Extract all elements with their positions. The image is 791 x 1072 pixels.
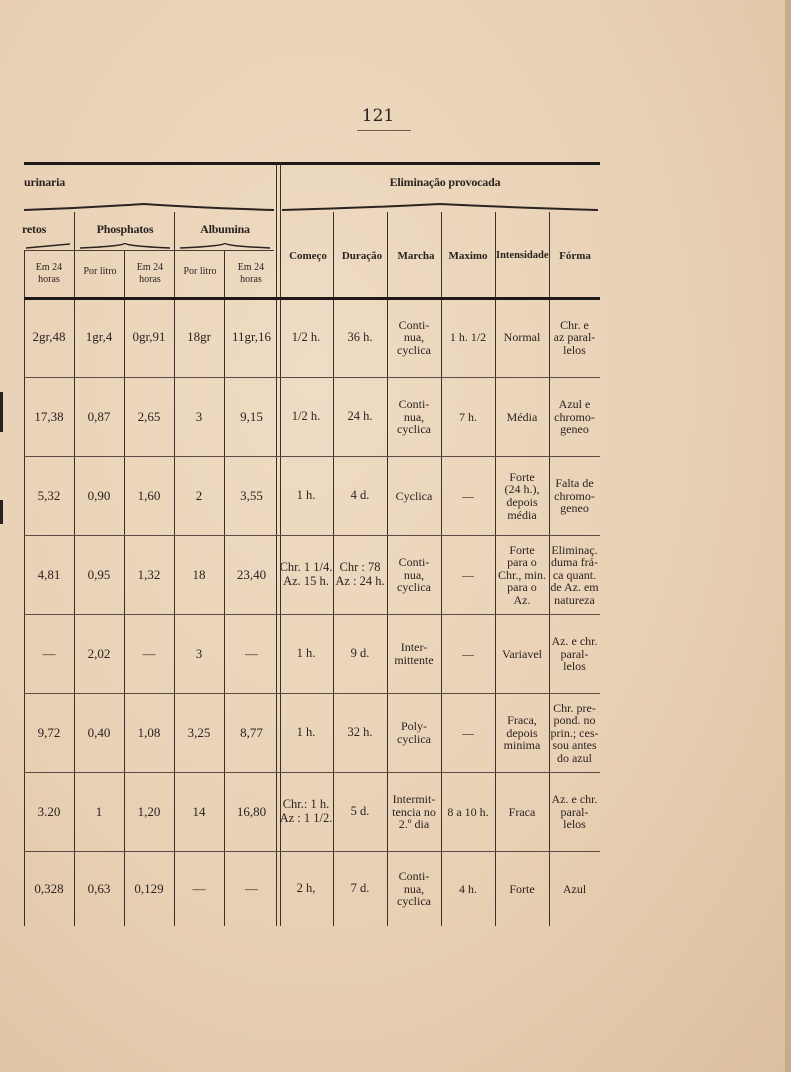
table-cell: Variavel	[502, 646, 542, 661]
table-top-rule	[24, 162, 600, 165]
column-header: Por litro	[83, 266, 117, 277]
table-cell: —	[462, 646, 474, 661]
table-cell: Chr. e az paral- lelos	[553, 317, 596, 357]
group-brace	[24, 202, 274, 208]
table-cell: 3,25	[187, 724, 211, 740]
table-cell: 14	[192, 803, 206, 819]
subgroup-header-retos: retos	[22, 222, 47, 236]
table-cell: 16,80	[236, 803, 267, 819]
table-cell: 9 d.	[350, 646, 370, 661]
table-cell: 11gr,16	[231, 329, 272, 345]
table-cell: 18gr	[187, 329, 211, 345]
table-cell: Normal	[503, 330, 541, 345]
table-cell: 0,90	[87, 487, 111, 503]
column-header: Em 24 horas	[136, 262, 164, 285]
table-cell: 9,15	[240, 408, 263, 424]
table-cell: 1 h. 1/2	[449, 330, 487, 345]
table-cell: 1gr,4	[85, 329, 113, 345]
table-cell: Média	[506, 409, 538, 424]
table-cell: Intermit- tencia no 2.º dia	[392, 792, 436, 832]
table-cell: 2	[195, 487, 203, 503]
table-cell: Fraca	[508, 804, 536, 819]
table-cell: —	[462, 567, 474, 582]
table-cell: 23,40	[236, 566, 267, 582]
table-cell: 0,328	[34, 880, 64, 896]
table-cell: —	[462, 488, 474, 503]
table-cell: Conti- nua, cyclica	[397, 555, 431, 595]
column-header: Fórma	[559, 250, 591, 262]
group-header-eliminacao: Eliminação provocada	[389, 175, 501, 189]
table-cell: Forte (24 h.), depois média	[504, 469, 540, 522]
table-cell: 2 h,	[296, 881, 316, 896]
table-cell: 1,32	[137, 566, 161, 582]
table-cell: —	[245, 645, 258, 661]
table-cell: 1/2 h.	[291, 409, 321, 424]
table-cell: 9,72	[37, 724, 61, 740]
subgroup-header-albumina: Albumina	[200, 222, 250, 236]
table-cell: Cyclica	[395, 488, 433, 503]
table-cell: 8,77	[240, 724, 263, 740]
table-cell: —	[42, 645, 56, 661]
table-cell: 0,87	[87, 408, 111, 424]
table-cell: Chr.: 1 h. Az : 1 1/2.	[279, 797, 333, 825]
table-cell: Forte	[509, 881, 535, 896]
table-cell: —	[142, 645, 156, 661]
table-cell: —	[245, 880, 258, 896]
table-cell: Forte para o Chr., min. para o Az.	[497, 542, 546, 607]
table-cell: Poly- cyclica	[397, 719, 431, 746]
table-cell: 1/2 h.	[291, 329, 321, 344]
table-cell: 4,81	[37, 566, 61, 582]
table-cell: 5 d.	[350, 804, 370, 819]
table-cell: Azul	[562, 881, 587, 896]
header-rule	[24, 250, 274, 251]
table-cell: 2gr,48	[32, 329, 66, 345]
table-cell: Fraca, depois minima	[503, 713, 541, 753]
table-cell: 3.20	[37, 803, 61, 819]
table-cell: 7 h.	[459, 409, 477, 424]
subgroup-header-phosphatos: Phosphatos	[96, 222, 154, 236]
table-cell: 1,60	[137, 487, 161, 503]
table-cell: 7 d.	[350, 881, 370, 896]
table-cell: 8 a 10 h.	[447, 804, 489, 819]
subgroup-brace	[26, 242, 70, 248]
table-cell: Conti- nua, cyclica	[397, 397, 431, 437]
table-cell: —	[192, 880, 206, 896]
column-header: Intensidade	[496, 250, 549, 261]
table-cell: 3,55	[240, 487, 263, 503]
page-number: 121	[361, 106, 395, 126]
column-header: Maximo	[448, 250, 488, 262]
table-cell: 2,02	[87, 645, 111, 661]
table-cell: Chr : 78 Az : 24 h.	[335, 560, 385, 588]
table-cell: 3	[195, 408, 203, 424]
subgroup-brace	[180, 242, 270, 248]
table-cell: Conti- nua, cyclica	[397, 317, 431, 357]
table-cell: 4 d.	[350, 488, 370, 503]
column-header: Em 24 horas	[237, 262, 265, 285]
margin-mark	[0, 500, 3, 524]
column-header: Por litro	[183, 266, 217, 277]
table-cell: Az. e chr. paral- lelos	[551, 634, 598, 674]
group-brace	[282, 202, 598, 208]
table-cell: 0,63	[87, 880, 111, 896]
table-cell: Azul e chromo- geneo	[554, 397, 595, 437]
table-cell: 5,32	[37, 487, 61, 503]
column-header: Marcha	[397, 250, 435, 262]
column-header: Em 24 horas	[35, 262, 63, 285]
group-header-urinaria: urinaria	[24, 175, 66, 189]
table-cell: 0,95	[87, 566, 111, 582]
table-cell: 0,40	[87, 724, 111, 740]
column-header: Duração	[341, 250, 383, 262]
table-cell: 0gr,91	[132, 329, 166, 345]
table-cell: Falta de chromo- geneo	[554, 476, 595, 516]
subgroup-brace	[80, 242, 170, 248]
table-cell: 4 h.	[459, 881, 477, 896]
table-cell: 1,08	[137, 724, 161, 740]
table-cell: 1 h.	[296, 488, 316, 503]
table-cell: 2,65	[137, 408, 161, 424]
table-cell: Conti- nua, cyclica	[397, 869, 431, 909]
table-cell: Eliminaç. duma frá- ca quant. de Az. em natureza	[550, 542, 599, 607]
table-cell: 0,129	[134, 880, 164, 896]
table-cell: 3	[195, 645, 203, 661]
table-cell: 1 h.	[296, 646, 316, 661]
table-cell: —	[462, 725, 474, 740]
table-cell: 18	[192, 566, 206, 582]
column-header: Começo	[289, 250, 327, 262]
page-edge	[785, 0, 791, 1072]
table-cell: 24 h.	[347, 409, 373, 424]
table-cell: 17,38	[34, 408, 64, 424]
table-cell: Inter- mittente	[394, 640, 434, 667]
table-cell: 1 h.	[296, 725, 316, 740]
margin-mark	[0, 392, 3, 432]
table-cell: Chr. pre- pond. no prin.; ces- sou antes do azul	[550, 700, 599, 765]
table-cell: Chr. 1 1/4. Az. 15 h.	[279, 560, 333, 588]
table-cell: Az. e chr. paral- lelos	[551, 792, 598, 832]
page-number-rule	[357, 130, 411, 131]
table-cell: 32 h.	[347, 725, 373, 740]
table-cell: 1	[95, 803, 103, 819]
table-cell: 1,20	[137, 803, 161, 819]
table-cell: 36 h.	[347, 329, 373, 344]
